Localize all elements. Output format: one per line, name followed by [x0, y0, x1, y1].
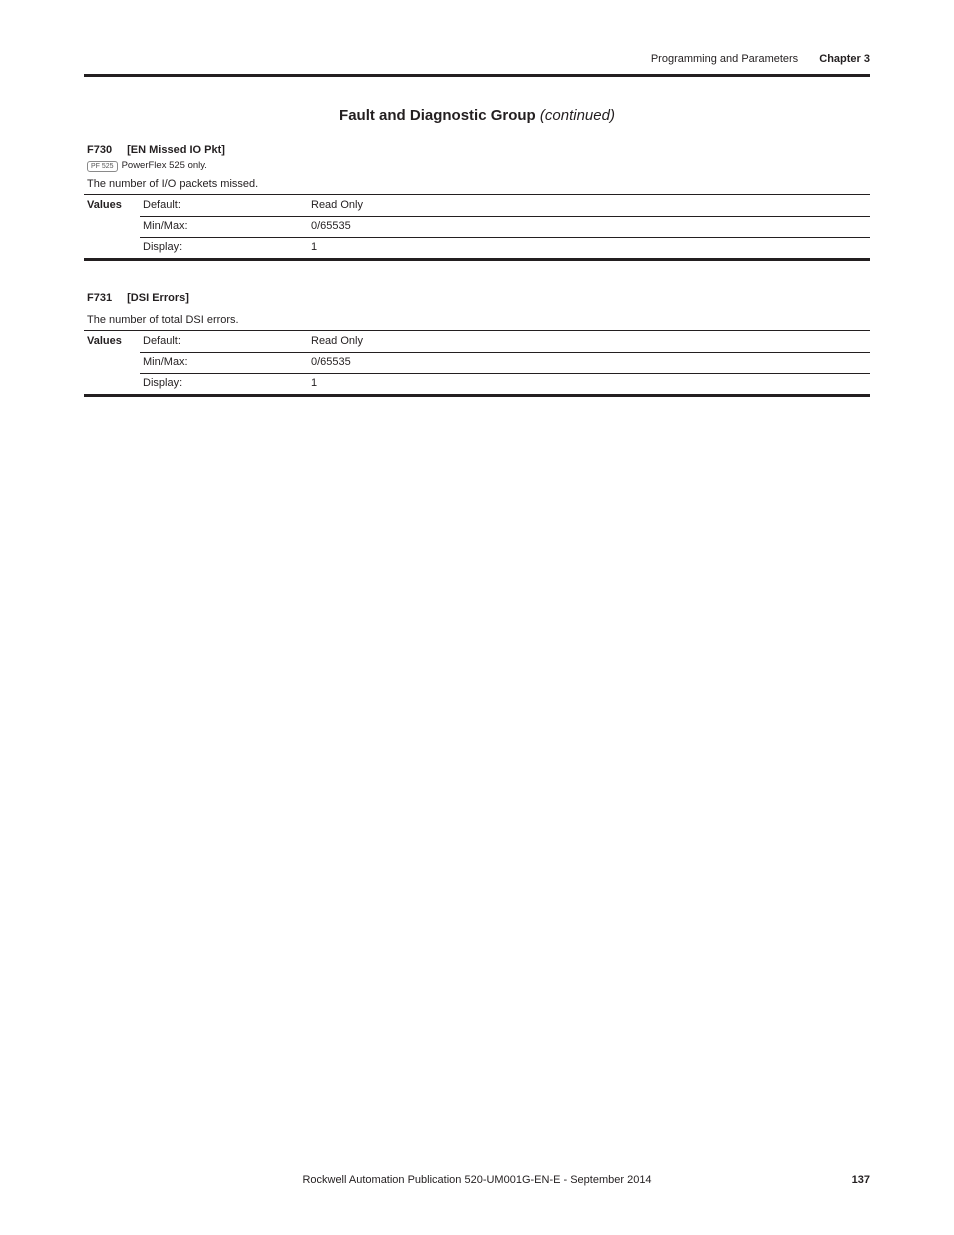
- running-header: [651, 53, 870, 65]
- parameter-f731: [84, 290, 870, 397]
- header-section-name: Programming and Parameters: [650, 53, 799, 65]
- values-table: [84, 330, 870, 397]
- values-row-label: Min/Max:: [143, 356, 188, 368]
- values-row-label: Default:: [143, 335, 181, 347]
- parameter-title: [84, 142, 870, 158]
- parameter-description: The number of I/O packets missed.: [87, 178, 259, 190]
- header-rule: [84, 74, 870, 77]
- parameter-title: [84, 290, 870, 306]
- values-row-value: 0/65535: [311, 220, 351, 232]
- parameter-number: F731: [87, 292, 113, 304]
- parameter-description: The number of total DSI errors.: [87, 314, 239, 326]
- values-row-display: [84, 373, 870, 394]
- values-label: Values: [87, 335, 122, 347]
- values-row-minmax: [84, 216, 870, 237]
- pf525-badge: PF 525: [87, 161, 118, 172]
- header-chapter: Chapter 3: [819, 53, 870, 65]
- values-row-display: [84, 237, 870, 258]
- values-row-value: 0/65535: [311, 356, 351, 368]
- parameter-note: [84, 158, 870, 174]
- values-row-label: Display:: [143, 241, 183, 253]
- values-row-default: [84, 195, 870, 216]
- group-title-text: Fault and Diagnostic Group: [339, 107, 536, 124]
- parameter-number: F730: [87, 144, 113, 156]
- values-row-value: 1: [311, 377, 318, 389]
- values-table: [84, 194, 870, 261]
- values-row-label: Display:: [143, 377, 183, 389]
- values-row-value: Read Only: [311, 199, 363, 211]
- parameter-f730: [84, 142, 870, 261]
- values-row-minmax: [84, 352, 870, 373]
- values-row-default: [84, 331, 870, 352]
- parameter-note-text: PowerFlex 525 only.: [121, 160, 207, 171]
- page-number: 137: [851, 1174, 870, 1186]
- values-row-label: Min/Max:: [143, 220, 188, 232]
- parameter-name: [EN Missed IO Pkt]: [127, 144, 225, 156]
- group-title: [0, 107, 954, 124]
- values-row-value: 1: [311, 241, 318, 253]
- footer-publication: Rockwell Automation Publication 520-UM001G-EN-E - September 2014: [302, 1174, 652, 1186]
- parameter-name: [DSI Errors]: [127, 292, 189, 304]
- values-label: Values: [87, 199, 122, 211]
- values-row-label: Default:: [143, 199, 181, 211]
- group-title-continued: (continued): [539, 107, 615, 124]
- values-row-value: Read Only: [311, 335, 363, 347]
